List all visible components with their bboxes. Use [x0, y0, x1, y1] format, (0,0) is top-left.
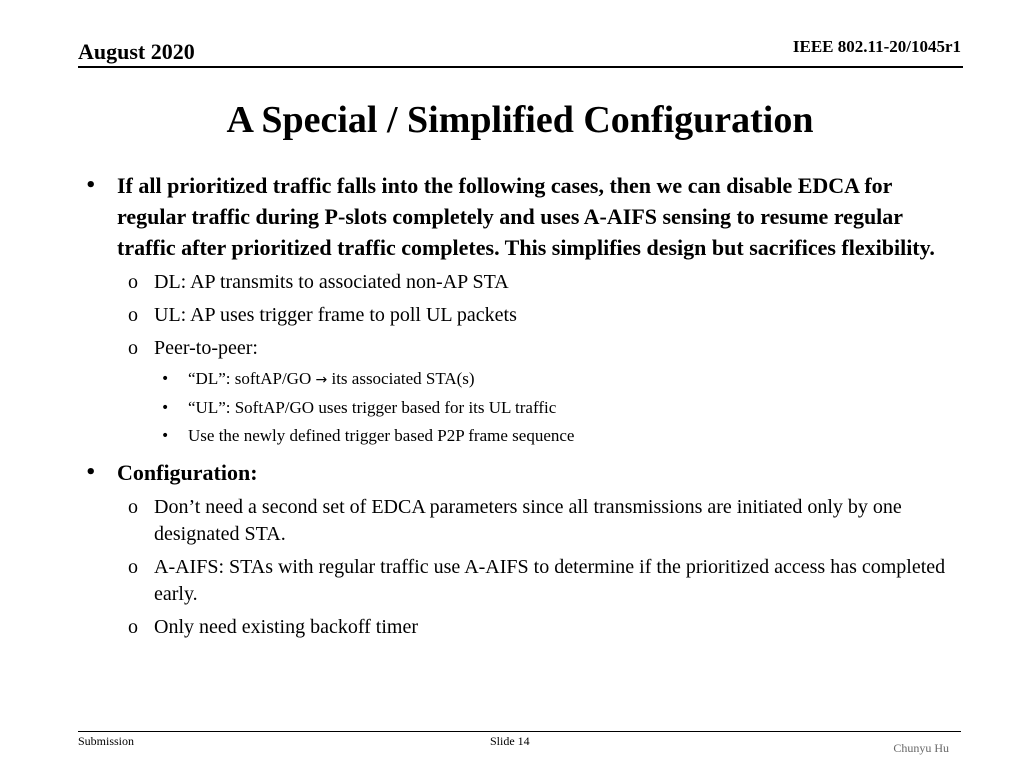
sub-bullet-item — [78, 335, 958, 362]
sub-sub-bullet-item — [78, 397, 958, 419]
sub-bullet-marker: o — [128, 304, 138, 326]
footer-rule — [78, 731, 961, 732]
dl-text-pre: “DL”: softAP/GO — [188, 369, 316, 388]
sub-bullet-marker: o — [128, 271, 138, 293]
sub-bullet-text: Only need existing backoff timer — [154, 616, 419, 638]
sub-bullet-item — [78, 554, 958, 608]
sub-bullet-text: Peer-to-peer: — [154, 337, 258, 359]
sub-sub-bullet-marker: • — [161, 428, 170, 444]
footer-author: Chunyu Hu — [893, 741, 949, 755]
header-doc-id: IEEE 802.11-20/1045r1 — [792, 37, 961, 56]
dl-text-post: its associated STA(s) — [327, 369, 475, 388]
bullet-item — [78, 457, 958, 488]
footer-submission: Submission — [78, 734, 135, 748]
sub-sub-bullet-item — [78, 368, 958, 391]
sub-bullet-item — [78, 494, 958, 548]
sub-bullet-text: DL: AP transmits to associated non-AP STA — [154, 271, 509, 293]
sub-bullet-marker: o — [128, 337, 138, 359]
sub-bullet-marker: o — [128, 616, 138, 638]
sub-bullet-text: Don’t need a second set of EDCA parameters since all transmissions are initiated only by one designated STA. — [154, 496, 902, 545]
sub-bullet-item — [78, 269, 958, 296]
bullet-item — [78, 170, 958, 263]
sub-bullet-marker: o — [128, 556, 138, 578]
sub-bullet-item — [78, 614, 958, 641]
slide-title: A Special / Simplified Configuration — [226, 99, 814, 141]
sub-bullet-text: A-AIFS: STAs with regular traffic use A-AIFS to determine if the prioritized access has completed early. — [154, 556, 946, 605]
bullet-text: If all prioritized traffic falls into the following cases, then we can disable EDCA for regular traffic during P-slots completely and uses A-AIFS sensing to resume regular traffic after prioritized traffic completes. This simplifies design but sacrifices flexibility. — [117, 173, 935, 260]
arrow-right-icon: → — [315, 372, 328, 388]
sub-sub-bullet-marker: • — [161, 400, 170, 416]
sub-sub-bullet-item — [78, 425, 958, 447]
header-date: August 2020 — [78, 39, 195, 64]
sub-sub-bullet-text: Use the newly defined trigger based P2P frame sequence — [188, 426, 575, 445]
sub-bullet-text: UL: AP uses trigger frame to poll UL packets — [154, 304, 517, 326]
sub-bullet-marker: o — [128, 496, 138, 518]
bullet-marker: • — [85, 175, 97, 196]
bullet-marker: • — [85, 462, 97, 483]
sub-sub-bullet-text: “UL”: SoftAP/GO uses trigger based for its UL traffic — [188, 398, 557, 417]
sub-sub-bullet-marker: • — [161, 371, 170, 387]
spacer — [78, 447, 958, 455]
sub-bullet-item — [78, 302, 958, 329]
slide-content — [78, 168, 958, 641]
bullet-text: Configuration: — [117, 460, 258, 485]
footer-slide-number: Slide 14 — [490, 734, 530, 748]
sub-sub-bullet-text — [188, 369, 475, 388]
header-rule — [78, 66, 963, 68]
